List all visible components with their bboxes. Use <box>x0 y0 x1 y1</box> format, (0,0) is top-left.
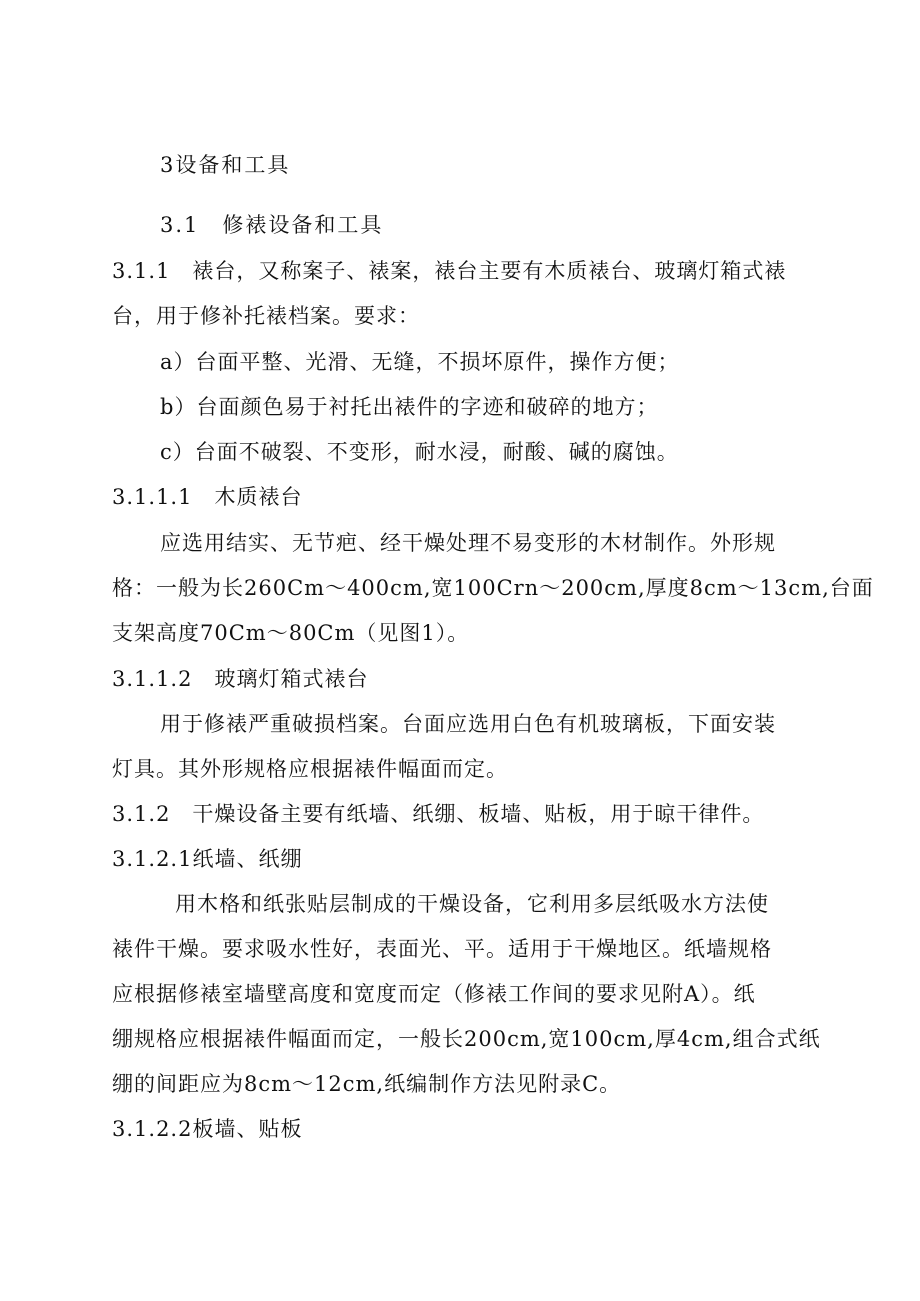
section-heading: 3.1 修裱设备和工具 <box>160 213 384 237</box>
section-3-1-1-2-paragraph-line-1: 用于修裱严重破损档案。台面应选用白色有机玻璃板，下面安装 <box>160 712 776 736</box>
section-3-1-2-line: 3.1.2 干燥设备主要有纸墙、纸绷、板墙、贴板，用于晾干律件。 <box>112 802 765 826</box>
section-3-1-1-2-paragraph-line-2: 灯具。其外形规格应根据裱件幅面而定。 <box>112 757 508 781</box>
requirement-a: a）台面平整、光滑、无缝，不损坏原件，操作方便； <box>160 350 680 374</box>
section-3-1-1-line-2: 台，用于修补托裱档案。要求： <box>112 304 420 328</box>
section-3-1-1-1-paragraph-line-1: 应选用结实、无节疤、经干燥处理不易变形的木材制作。外形规 <box>160 531 776 555</box>
requirement-b: b）台面颜色易于衬托出裱件的字迹和破碎的地方； <box>160 395 659 419</box>
section-3-1-1-line-1: 3.1.1 裱台，又称案子、裱案，裱台主要有木质裱台、玻璃灯箱式裱 <box>112 259 787 283</box>
section-3-1-1-1-paragraph-line-2: 格：一般为长260Cm～400cm,宽100Crn～200cm,厚度8cm～13cm,台面 <box>112 576 874 600</box>
section-3-1-2-1-paragraph-line-1: 用木格和纸张贴层制成的干燥设备，它利用多层纸吸水方法使 <box>175 892 769 916</box>
section-3-1-2-1-heading: 3.1.2.1纸墙、纸绷 <box>112 847 303 871</box>
section-3-1-2-1-paragraph-line-5: 绷的间距应为8cm～12cm,纸编制作方法见附录C。 <box>112 1072 622 1096</box>
requirement-c: c）台面不破裂、不变形，耐水浸，耐酸、碱的腐蚀。 <box>160 440 679 464</box>
section-3-1-2-1-paragraph-line-4: 绷规格应根据裱件幅面而定，一般长200cm,宽100cm,厚4cm,组合式纸 <box>112 1027 821 1051</box>
section-3-1-2-2-heading: 3.1.2.2板墙、贴板 <box>112 1117 303 1141</box>
section-3-1-2-1-paragraph-line-3: 应根据修裱室墙壁高度和宽度而定（修裱工作间的要求见附A）。纸 <box>112 982 756 1006</box>
section-3-1-1-2-heading: 3.1.1.2 玻璃灯箱式裱台 <box>112 667 369 691</box>
section-3-1-2-1-paragraph-line-2: 裱件干燥。要求吸水性好，表面光、平。适用于干燥地区。纸墙规格 <box>112 937 772 961</box>
chapter-heading: 3设备和工具 <box>160 153 291 177</box>
section-3-1-1-1-heading: 3.1.1.1 木质裱台 <box>112 485 303 509</box>
section-3-1-1-1-paragraph-line-3: 支架高度70Cm～80Cm（见图1）。 <box>112 621 470 645</box>
